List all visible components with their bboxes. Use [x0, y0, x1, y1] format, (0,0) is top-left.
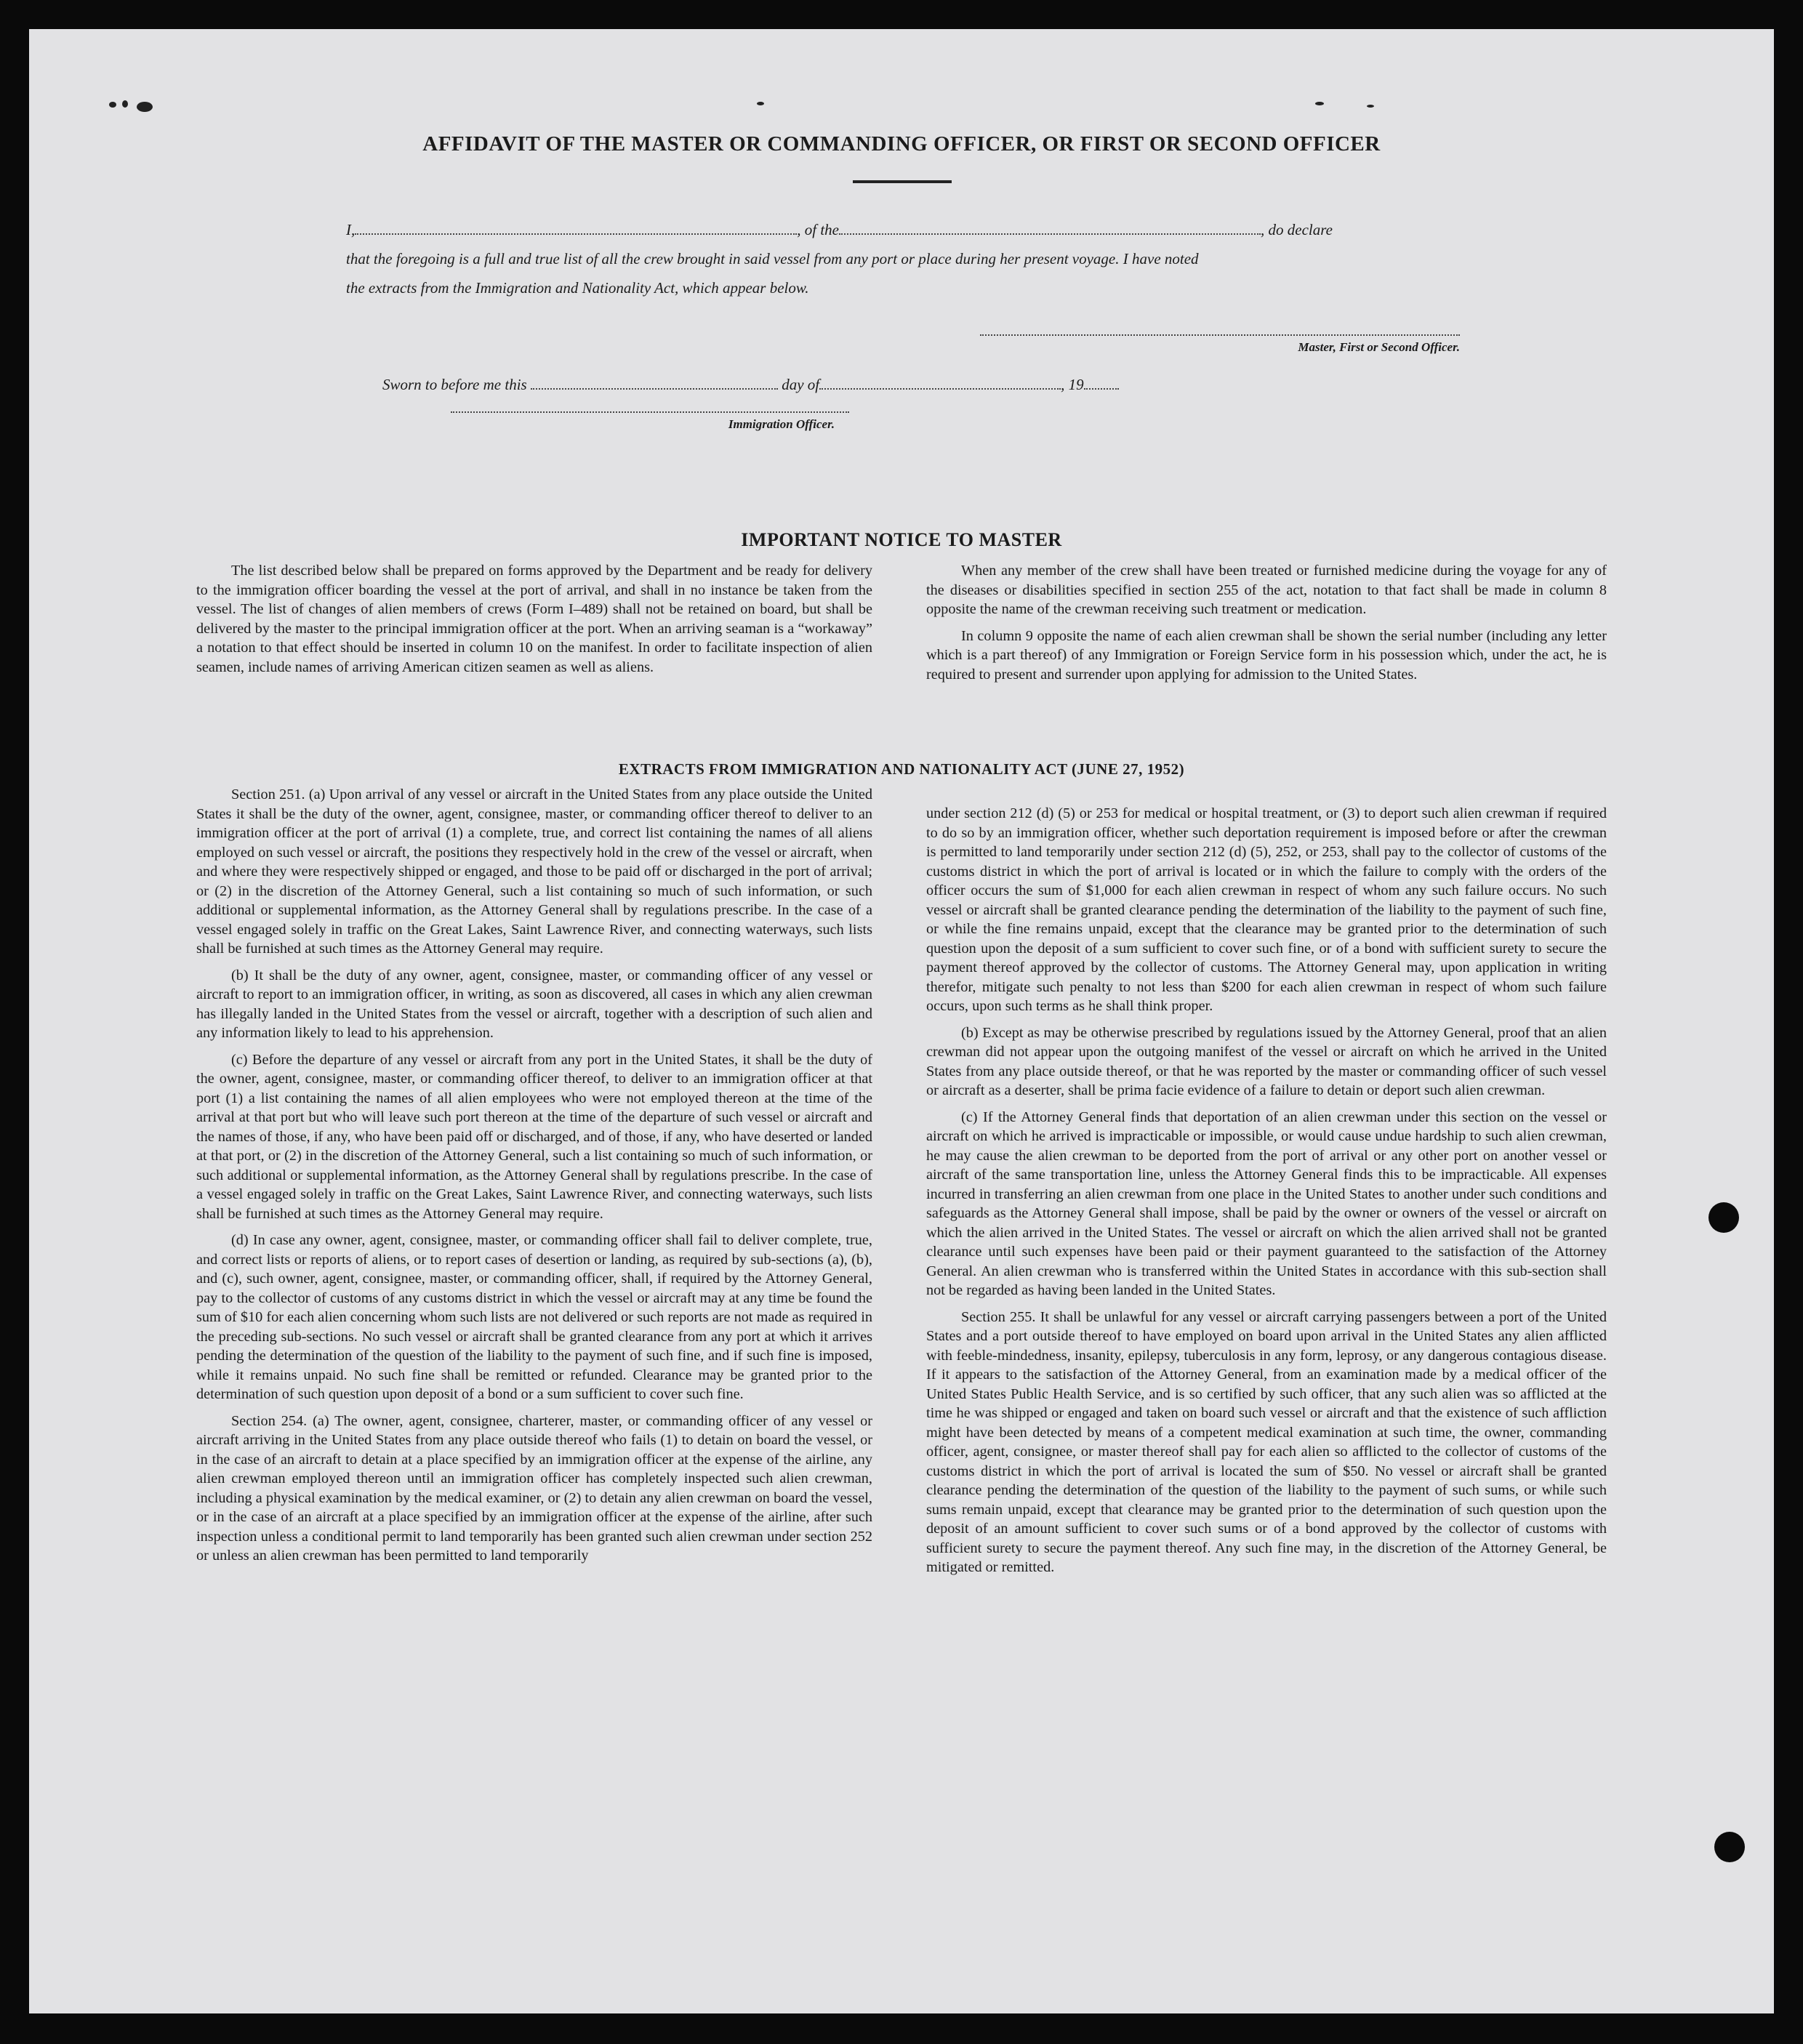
- sworn-line: [382, 375, 1119, 394]
- declaration-of-the-label: , of the: [797, 221, 839, 238]
- sworn-day-field[interactable]: [531, 375, 778, 390]
- notice-right-column: [926, 561, 1607, 691]
- section-paragraph: under section 212 (d) (5) or 253 for medical or hospital treatment, or (3) to deport such alien crewman if required to do so by an immigration officer, whether such deportation requirement is imposed before or after the crewman is permitted to land temporarily under section 212 (d) (5), 252, or 253, shall pay to the collector of customs of the customs district in which the port of arrival is located or in which the failure to comply with the orders of the officer occurs the sum of $1,000 for each alien crewman in respect of whom any such failure occurs. No such vessel or aircraft shall be granted clearance pending the determination of the liability to the payment of such fine, or while the fine remains unpaid, except that the clearance may be granted prior to the determination of such question upon the deposit of a sum sufficient to cover such fine, or of a bond with sufficient surety to secure the payment thereof approved by the collector of customs. The Attorney General may, upon application in writing therefor, mitigate such penalty to not less than $200 for each alien crewman in respect of whom such failure occurs, upon such terms as he shall think proper.: [926, 805, 1607, 1014]
- sworn-year-label: , 19: [1061, 376, 1084, 393]
- vessel-name-field[interactable]: [839, 220, 1261, 235]
- ink-speck: [137, 102, 153, 112]
- sworn-month-field[interactable]: [819, 375, 1061, 390]
- declaration-i-label: I,: [346, 221, 356, 238]
- document-page: [29, 29, 1774, 2013]
- section-paragraph: Section 255. It shall be unlawful for any vessel or aircraft carrying passengers between a port of the United States and a port outside thereof to have employed on board upon arrival in the United States any alien afflicted with feeble-mindedness, insanity, epilepsy, tuberculosis in any form, leprosy, or any dangerous contagious disease. If it appears to the satisfaction of the Attorney General, from an examination made by a medical officer of the United States Public Health Service, and is so certified by such officer, that any such alien was so afflicted at the time he was shipped or engaged and taken on board such vessel or aircraft and that the existence of such affliction might have been detected by means of a competent medical examination at such time, the owner, commanding officer, agent, consignee, or master thereof shall pay for each alien so afflicted to the collector of customs of the customs district in which the port of arrival is located the sum of $50. No vessel or aircraft shall be granted clearance pending the determination of the question of the liability to the payment of such sums, or while such sums remain unpaid, except that clearance may be granted prior to the determination of such question upon the deposit of an amount sufficient to cover such sums or of a bond approved by the collector of customs with sufficient surety to secure the payment thereof. Any such fine may, in the discretion of the Attorney General, be mitigated or remitted.: [926, 1308, 1607, 1575]
- ink-speck: [109, 102, 116, 108]
- extracts-right-column: [926, 804, 1607, 1585]
- section-paragraph: (d) In case any owner, agent, consignee, master, or commanding officer shall fail to deliver complete, true, and correct lists or reports of aliens, or to report cases of desertion or landing, as required by sub-sections (a), (b), and (c), such owner, agent, consignee, master, or commanding officer, shall, if required by the Attorney General, pay to the collector of customs of any customs district in which the vessel or aircraft may at any time be found the sum of $10 for each alien concerning whom such lists are not delivered or such reports are not made as required in the preceding sub-sections. No such vessel or aircraft shall be granted clearance from any port at which it arrives pending the determination of the question of the liability to the payment of such fine, and if such fine is imposed, while it remains unpaid. No such fine shall be remitted or refunded. Clearance may be granted prior to the determination of such question upon deposit of a bond or a sum sufficient to cover such fine.: [196, 1232, 872, 1402]
- section-paragraph: (b) Except as may be otherwise prescribed by regulations issued by the Attorney General, proof that an alien crewman did not appear upon the outgoing manifest of the vessel or aircraft on which he arrived in the United States from any place outside thereof, or that he was reported by the master or commanding officer of such vessel or aircraft as a deserter, shall be prima facie evidence of a failure to detain or deport such alien crewman.: [926, 1024, 1607, 1098]
- officer-name-field[interactable]: [355, 220, 797, 235]
- notice-paragraph: In column 9 opposite the name of each alien crewman shall be shown the serial number (including any letter which is a part thereof) of any Immigration or Foreign Service form in his possession which, under the act, he is required to present and surrender upon applying for admission to the United States.: [926, 627, 1607, 683]
- title-underline: [853, 180, 952, 183]
- extracts-title: EXTRACTS FROM IMMIGRATION AND NATIONALITY ACT (JUNE 27, 1952): [618, 760, 1185, 778]
- sworn-prefix-label: Sworn to before me this: [382, 376, 527, 393]
- sworn-day-of-label: day of: [782, 376, 820, 393]
- punch-hole: [1714, 1832, 1745, 1862]
- master-signature-block: [980, 333, 1460, 355]
- declaration-line-3: the extracts from the Immigration and Nationality Act, which appear below.: [346, 279, 809, 297]
- notice-paragraph: When any member of the crew shall have been treated or furnished medicine during the voyage for any of the diseases or disabilities specified in section 255 of the act, notation to that fact shall be made in column 8 opposite the name of the crewman receiving such treatment or medication.: [926, 563, 1607, 617]
- section-paragraph: Section 254. (a) The owner, agent, consignee, charterer, master, or commanding officer of any vessel or aircraft arriving in the United States from any place outside thereof who fails (1) to detain on board the vessel, or in the case of an aircraft to detain at a place specified by an immigration officer at the expense of the airline, any alien crewman employed thereon until an immigration officer has completely inspected such alien crewman, including a physical examination by the medical examiner, or (2) to detain any alien crewman on board the vessel, or in the case of an aircraft at a place specified by an immigration officer at the expense of the airline, after such inspection unless a conditional permit to land temporarily has been granted such alien crewman under section 252 or unless an alien crewman has been permitted to land temporarily: [196, 1412, 872, 1564]
- section-paragraph: (c) Before the departure of any vessel or aircraft from any port in the United States, it shall be the duty of the owner, agent, consignee, master, or commanding officer thereof, to deliver to an immigration officer at that port (1) a list containing the names of all alien employees who were not employed thereon at the time of the arrival at that port but who will leave such port thereon at the time of the departure of such vessel or aircraft and the names of those, if any, who have been paid off or discharged, and of those, if any, who have deserted or landed at that port, or (2) in the discretion of the Attorney General, such a list containing so much of such information, or such additional or supplemental information, as the Attorney General shall by regulations prescribe. In the case of a vessel engaged solely in traffic on the Great Lakes, Saint Lawrence River, and connecting waterways, such lists shall be furnished at such times as the Attorney General may require.: [196, 1051, 872, 1222]
- punch-hole: [1708, 1202, 1739, 1233]
- section-paragraph: Section 251. (a) Upon arrival of any vessel or aircraft in the United States from any place outside the United States it shall be the duty of the owner, agent, consignee, master, or commanding officer thereof to deliver to an immigration officer at the port of arrival (1) a complete, true, and correct list containing the names of all aliens employed on such vessel or aircraft, the positions they respectively hold in the crew of the vessel or aircraft, when and where they were respectively shipped or engaged, and those to be paid off or discharged in the port of arrival; or (2) in the discretion of the Attorney General, such a list containing so much of such information, or such additional or supplemental information, as the Attorney General shall by regulations prescribe. In the case of a vessel engaged solely in traffic on the Great Lakes, Saint Lawrence River, and connecting waterways, such lists shall be furnished at such times as the Attorney General may require.: [196, 786, 872, 957]
- notice-title: IMPORTANT NOTICE TO MASTER: [741, 529, 1062, 550]
- declaration-text: [346, 215, 1495, 302]
- notice-paragraph: The list described below shall be prepared on forms approved by the Department and be ready for delivery to the immigration officer boarding the vessel at the port of arrival, and shall in no instance be taken from the vessel. The list of changes of alien members of crews (Form I–489) shall not be retained on board, but shall be delivered by the master to the principal immigration officer at the port. When an arriving seaman is a “workaway” a notation to that effect should be inserted in column 10 on the manifest. In order to facilitate inspection of alien seamen, include names of arriving American citizen seamen as well as aliens.: [196, 563, 872, 675]
- extracts-left-column: [196, 785, 872, 1573]
- master-signature-line[interactable]: [980, 333, 1460, 336]
- section-paragraph: (b) It shall be the duty of any owner, agent, consignee, master, or commanding officer of any vessel or aircraft to report to an immigration officer, in writing, as soon as discovered, all cases in which any alien crewman has illegally landed in the United States from the vessel or aircraft, together with a description of such alien and any information likely to lead to his apprehension.: [196, 967, 872, 1041]
- master-signature-caption: Master, First or Second Officer.: [1298, 340, 1460, 354]
- officer-signature-caption: Immigration Officer.: [728, 417, 835, 431]
- declaration-do-declare-label: , do declare: [1261, 221, 1333, 238]
- affidavit-title: AFFIDAVIT OF THE MASTER OR COMMANDING OFFICER, OR FIRST OR SECOND OFFICER: [422, 132, 1381, 156]
- officer-signature-line[interactable]: [451, 410, 849, 413]
- ink-speck: [122, 100, 128, 108]
- ink-speck: [1367, 105, 1374, 108]
- notice-left-column: [196, 561, 872, 684]
- officer-signature-block: [451, 410, 849, 432]
- section-paragraph: (c) If the Attorney General finds that deportation of an alien crewman under this section on the vessel or aircraft on which he arrived is impracticable or impossible, or would cause undue hardship to such alien crewman, he may cause the alien crewman to be deported from the port of arrival or any other port on another vessel or aircraft of the same transportation line, unless the Attorney General finds this to be impracticable. All expenses incurred in transferring an alien crewman from one place in the United States to another under such conditions and safeguards as the Attorney General shall impose, shall be paid by the owner or owners of the vessel or aircraft on which the alien arrived in the United States. The vessel or aircraft on which the alien arrived shall not be granted clearance until such expenses have been paid or their payment guaranteed to the satisfaction of the Attorney General. An alien crewman who is transferred within the United States in accordance with this sub-section shall not be regarded as having been landed in the United States.: [926, 1108, 1607, 1298]
- declaration-line-1: [346, 215, 1495, 244]
- declaration-line-2: that the foregoing is a full and true list of all the crew brought in said vessel from any port or place during her present voyage. I have noted: [346, 250, 1199, 267]
- sworn-year-field[interactable]: [1084, 375, 1119, 390]
- ink-speck: [757, 102, 764, 105]
- ink-speck: [1315, 102, 1324, 105]
